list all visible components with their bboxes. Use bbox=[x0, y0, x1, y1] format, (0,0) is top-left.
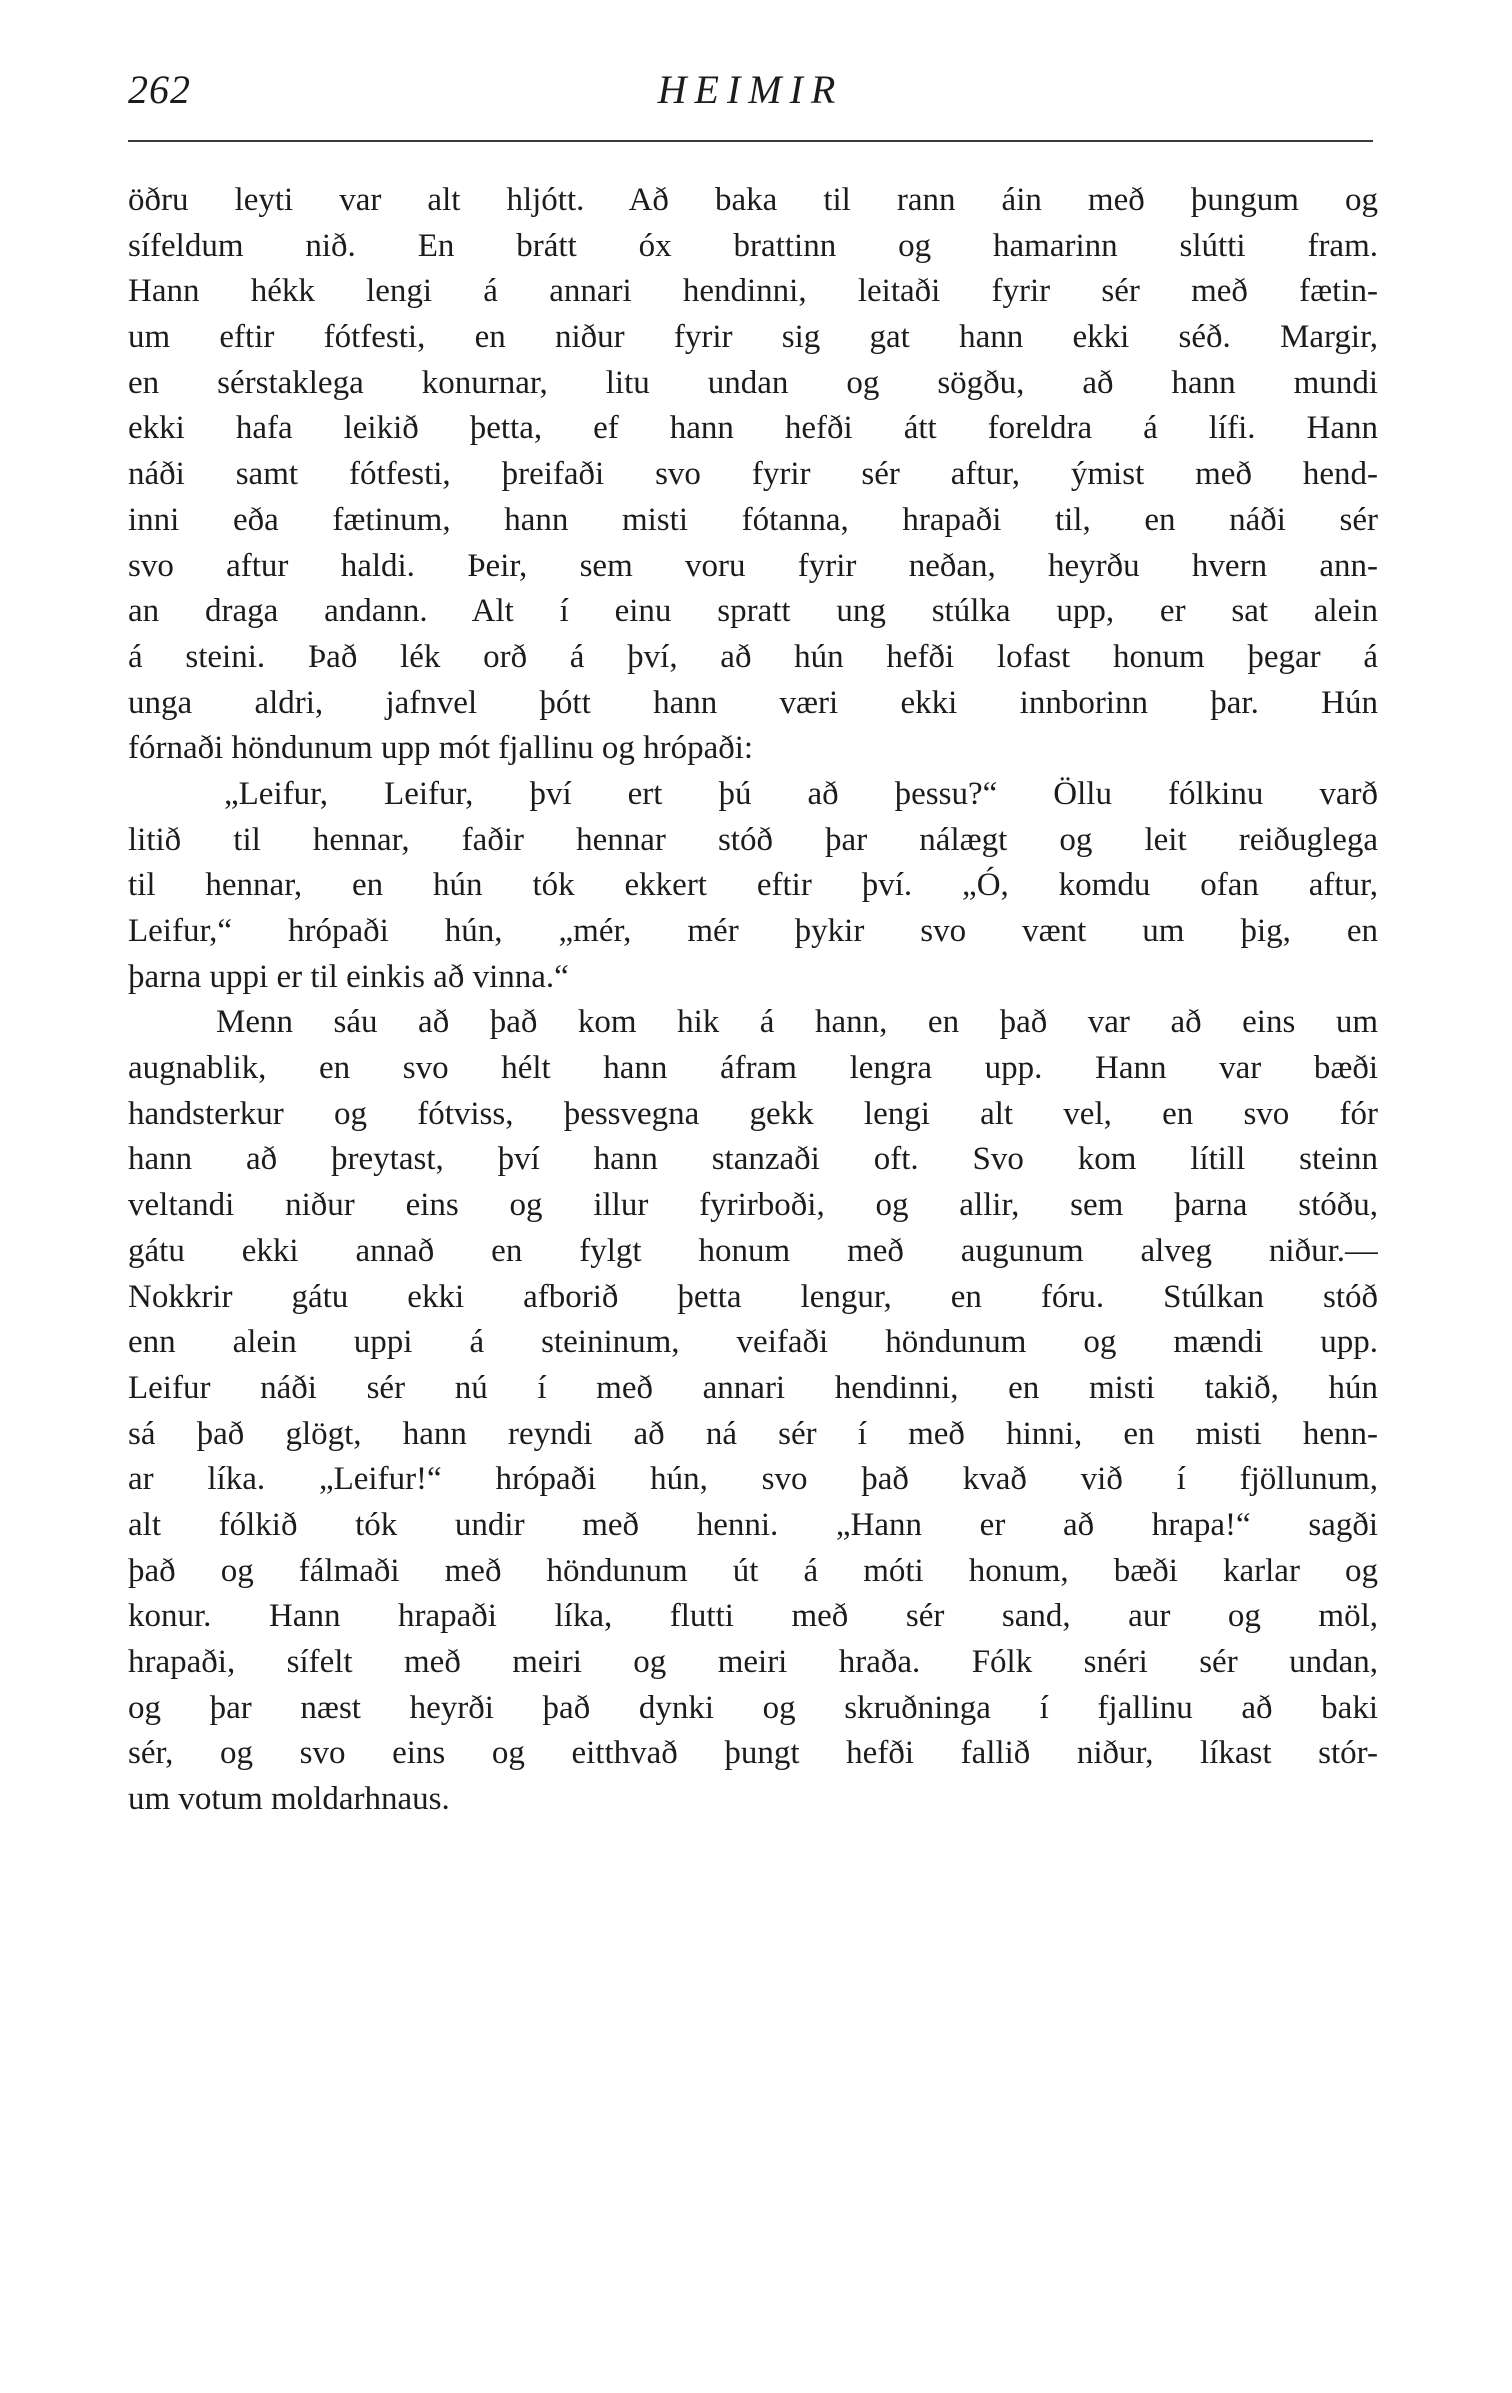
text-line: um votum moldarhnaus. bbox=[128, 1781, 450, 1818]
text-line: hrapaði, sífelt með meiri og meiri hraða. Fólk snéri sér undan, bbox=[128, 1644, 1378, 1680]
text-line: um eftir fótfesti, en niður fyrir sig gat hann ekki séð. Margir, bbox=[128, 319, 1378, 356]
text-line: augnablik, en svo hélt hann áfram lengra upp. Hann var bæði bbox=[128, 1050, 1378, 1087]
text-line: alt fólkið tók undir með henni. „Hann er að hrapa!“ sagði bbox=[128, 1506, 1378, 1543]
page-header bbox=[128, 66, 1373, 138]
text-line: sífeldum nið. En brátt óx brattinn og hamarinn slútti fram. bbox=[128, 227, 1378, 264]
body-text bbox=[128, 178, 1378, 1823]
text-line: unga aldri, jafnvel þótt hann væri ekki innborinn þar. Hún bbox=[128, 684, 1378, 721]
text-line: an draga andann. Alt í einu spratt ung stúlka upp, er sat alein bbox=[128, 593, 1378, 630]
text-line: „Leifur, Leifur, því ert þú að þessu?“ Öllu fólkinu varð bbox=[224, 775, 1378, 812]
text-line: litið til hennar, faðir hennar stóð þar nálægt og leit reiðuglega bbox=[128, 821, 1378, 858]
text-line: sér, og svo eins og eitthvað þungt hefði fallið niður, líkast stór- bbox=[128, 1735, 1378, 1772]
text-line: á steini. Það lék orð á því, að hún hefði lofast honum þegar á bbox=[128, 638, 1378, 675]
text-line: konur. Hann hrapaði líka, flutti með sér sand, aur og möl, bbox=[128, 1598, 1378, 1635]
text-line: en sérstaklega konurnar, litu undan og sögðu, að hann mundi bbox=[128, 364, 1378, 401]
text-line: til hennar, en hún tók ekkert eftir því. „Ó, komdu ofan aftur, bbox=[128, 867, 1378, 904]
text-line: öðru leyti var alt hljótt. Að baka til rann áin með þungum og bbox=[128, 182, 1378, 218]
text-line: og þar næst heyrði það dynki og skruðninga í fjallinu að baki bbox=[128, 1689, 1378, 1726]
text-line: fórnaði höndunum upp mót fjallinu og hrópaði: bbox=[128, 730, 754, 767]
text-line: inni eða fætinum, hann misti fótanna, hrapaði til, en náði sér bbox=[128, 501, 1378, 538]
text-line: Leifur,“ hrópaði hún, „mér, mér þykir svo vænt um þig, en bbox=[128, 913, 1378, 949]
text-line: svo aftur haldi. Þeir, sem voru fyrir neðan, heyrðu hvern ann- bbox=[128, 547, 1378, 584]
text-line: Hann hékk lengi á annari hendinni, leitaði fyrir sér með fætin- bbox=[128, 273, 1378, 310]
text-line: ekki hafa leikið þetta, ef hann hefði átt foreldra á lífi. Hann bbox=[128, 410, 1378, 447]
header-rule bbox=[128, 140, 1373, 142]
text-line: Menn sáu að það kom hik á hann, en það var að eins um bbox=[216, 1004, 1378, 1041]
text-line: það og fálmaði með höndunum út á móti honum, bæði karlar og bbox=[128, 1552, 1378, 1589]
text-line: gátu ekki annað en fylgt honum með augunum alveg niður.— bbox=[128, 1232, 1378, 1269]
text-line: veltandi niður eins og illur fyrirboði, og allir, sem þarna stóðu, bbox=[128, 1187, 1378, 1224]
text-line: þarna uppi er til einkis að vinna.“ bbox=[128, 958, 569, 995]
text-line: Leifur náði sér nú í með annari hendinni, en misti takið, hún bbox=[128, 1369, 1378, 1406]
text-line: ar líka. „Leifur!“ hrópaði hún, svo það kvað við í fjöllunum, bbox=[128, 1461, 1378, 1498]
text-line: handsterkur og fótviss, þessvegna gekk lengi alt vel, en svo fór bbox=[128, 1095, 1378, 1132]
running-title: HEIMIR bbox=[657, 67, 844, 112]
text-line: Nokkrir gátu ekki afborið þetta lengur, en fóru. Stúlkan stóð bbox=[128, 1278, 1378, 1315]
text-line: hann að þreytast, því hann stanzaði oft. Svo kom lítill steinn bbox=[128, 1141, 1378, 1178]
text-line: sá það glögt, hann reyndi að ná sér í með hinni, en misti henn- bbox=[128, 1415, 1378, 1452]
page-number: 262 bbox=[128, 67, 191, 112]
text-line: enn alein uppi á steininum, veifaði höndunum og mændi upp. bbox=[128, 1324, 1378, 1361]
text-line: náði samt fótfesti, þreifaði svo fyrir sér aftur, ýmist með hend- bbox=[128, 456, 1378, 493]
